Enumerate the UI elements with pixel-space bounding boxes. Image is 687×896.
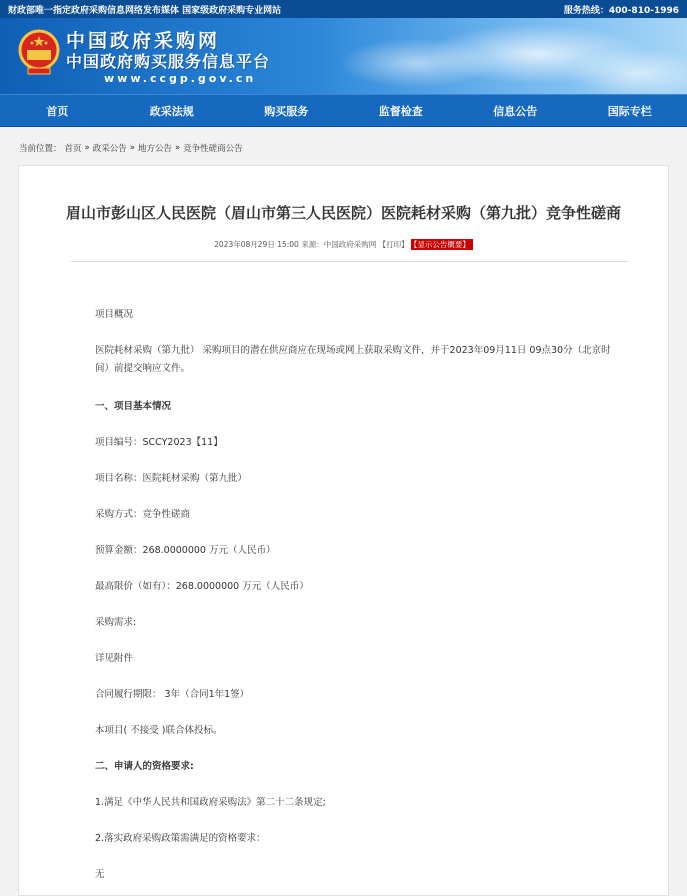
breadcrumb-prefix: 当前位置：	[19, 144, 62, 154]
nav-home[interactable]: 首页	[46, 104, 69, 118]
paragraph: 1.满足《中华人民共和国政府采购法》第二十二条规定;	[95, 797, 326, 808]
paragraph: 项目概况	[95, 309, 134, 320]
section-heading: 二、申请人的资格要求:	[95, 761, 194, 772]
breadcrumb-sep: »	[174, 143, 181, 153]
breadcrumb-current[interactable]: 竞争性磋商公告	[183, 144, 243, 154]
paragraph: 本项目( 不接受 )联合体投标。	[95, 725, 223, 736]
breadcrumb-home[interactable]: 首页	[64, 144, 82, 154]
show-summary-button[interactable]: 【显示公告概要】	[411, 239, 473, 250]
breadcrumb-local[interactable]: 地方公告	[137, 144, 172, 154]
logo-line1: 中国政府采购网	[66, 30, 221, 52]
main-nav	[0, 94, 687, 127]
paragraph: 无	[95, 869, 105, 880]
nav-purchase-services[interactable]: 购买服务	[264, 104, 309, 118]
article-source: 来源：中国政府采购网	[301, 240, 377, 249]
article-container	[18, 165, 669, 896]
article-meta	[19, 239, 668, 250]
divider	[71, 261, 628, 262]
breadcrumb-sep: »	[129, 143, 135, 153]
paragraph: 最高限价（如有）：268.0000000 万元（人民币）	[95, 581, 309, 592]
paragraph: 采购方式：竞争性磋商	[95, 509, 191, 520]
section-heading: 一、项目基本情况	[95, 401, 172, 412]
paragraph: 项目名称：医院耗材采购（第九批）	[95, 473, 248, 484]
nav-supervision[interactable]: 监督检查	[378, 104, 423, 118]
top-slogan: 财政部唯一指定政府采购信息网络发布媒体 国家级政府采购专业网站	[8, 5, 282, 16]
paragraph: 采购需求:	[95, 617, 137, 628]
paragraph: 项目编号：SCCY2023【11】	[95, 437, 223, 448]
breadcrumb-announcements[interactable]: 政采公告	[92, 144, 127, 154]
logo-url: www.ccgp.gov.cn	[104, 72, 257, 85]
publish-date: 2023年08月29日 15:00	[214, 240, 299, 249]
paragraph: 合同履行期限： 3年（合同1年1签）	[95, 689, 250, 700]
paragraph: 医院耗材采购（第九批） 采购项目的潜在供应商应在现场或网上获取采购文件，并于2023年09月11日 09点30分（北京时间）前提交响应文件。	[95, 345, 611, 374]
print-link[interactable]: 【打印】	[378, 240, 409, 249]
nav-regulations[interactable]: 政采法规	[149, 104, 194, 118]
logo-line2: 中国政府购买服务信息平台	[66, 52, 271, 71]
nav-international[interactable]: 国际专栏	[607, 104, 652, 118]
paragraph: 2.落实政府采购政策需满足的资格要求：	[95, 833, 266, 844]
national-emblem-icon	[18, 28, 60, 78]
breadcrumb	[0, 137, 687, 159]
nav-announcements[interactable]: 信息公告	[493, 104, 538, 118]
paragraph: 详见附件	[95, 653, 134, 664]
breadcrumb-sep: »	[84, 143, 90, 153]
site-logo[interactable]	[66, 30, 270, 86]
site-banner	[0, 18, 687, 94]
service-hotline: 服务热线：400-810-1996	[563, 5, 679, 16]
top-info-bar	[0, 0, 687, 18]
article-title: 眉山市彭山区人民医院（眉山市第三人民医院）医院耗材采购（第九批）竞争性磋商	[65, 204, 621, 222]
paragraph: 预算金额：268.0000000 万元（人民币）	[95, 545, 276, 556]
